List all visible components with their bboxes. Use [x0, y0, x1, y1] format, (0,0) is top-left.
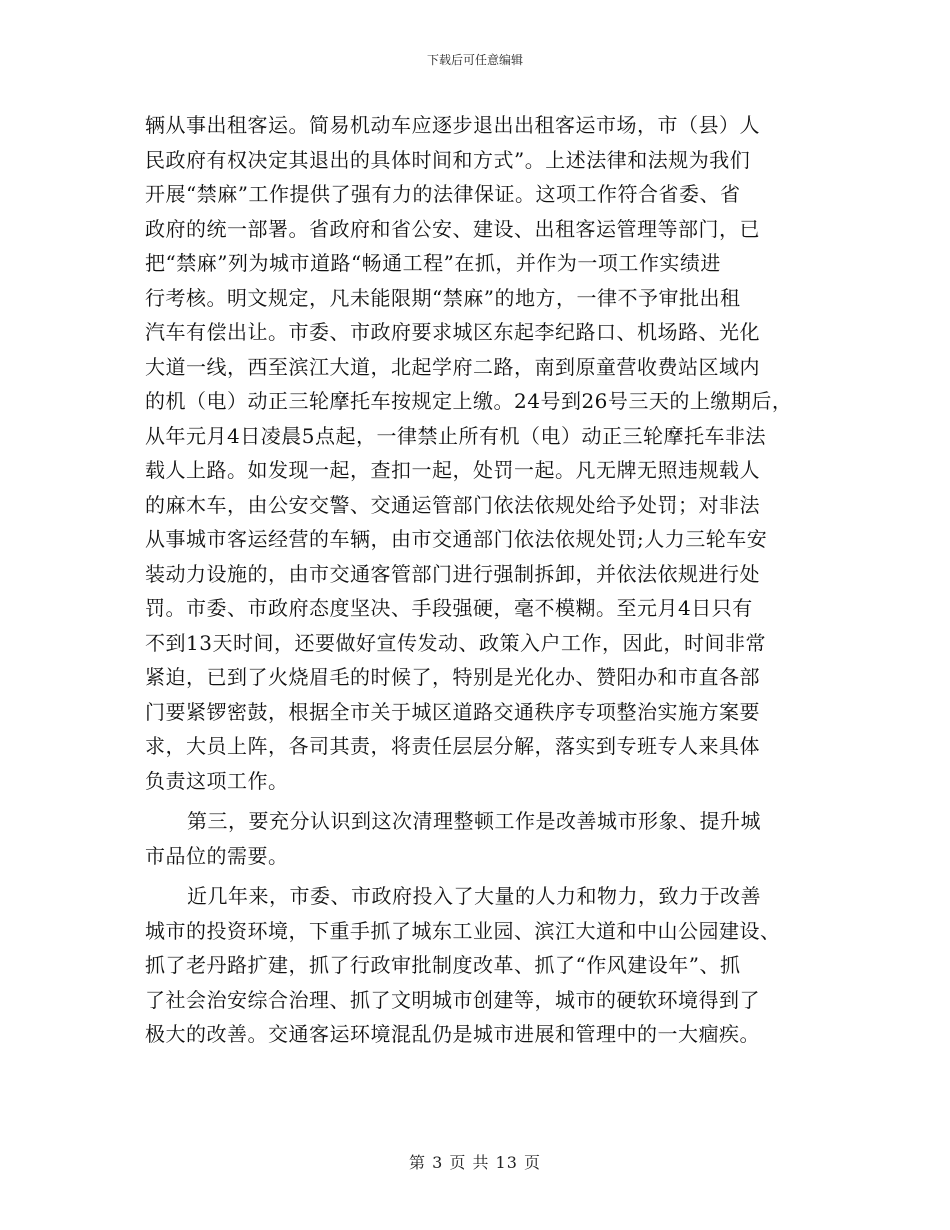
text-line: 装动力设施的，由市交通客管部门进行强制拆卸，并依法依规进行处 [145, 561, 760, 586]
text-line: 罚。市委、市政府态度坚决、手段强硬，毫不模糊。至元月4日只有 [145, 596, 753, 620]
text-line: 极大的改善。交通客运环境混乱仍是城市进展和管理中的一大痼疾。 [145, 1022, 760, 1046]
text-line: 开展“禁麻”工作提供了强有力的法律保证。这项工作符合省委、省 [145, 182, 741, 206]
text-line: 近几年来，市委、市政府投入了大量的人力和物力，致力于改善 [187, 884, 761, 908]
section-heading-line: 第三，要充分认识到这次清理整顿工作是改善城市形象、提升城 [187, 809, 761, 833]
text-line: 把“禁麻”列为城市道路“畅通工程”在抓，并作为一项工作实绩进 [145, 251, 721, 275]
page-header: 下载后可任意编辑 [426, 53, 523, 67]
text-line: 的机（电）动正三轮摩托车按规定上缴。24号到26号三天的上缴期后， [145, 389, 793, 413]
document-body [145, 108, 825, 1052]
text-line: 紧迫，已到了火烧眉毛的时候了，特别是光化办、赞阳办和市直各部 [145, 665, 760, 689]
text-line: 从年元月4日凌晨5点起，一律禁止所有机（电）动正三轮摩托车非法 [145, 423, 766, 448]
text-line: 不到13天时间，还要做好宣传发动、政策入户工作，因此，时间非常 [145, 630, 766, 655]
page-number: 第 3 页 共 13 页 [409, 1153, 541, 1172]
text-line: 辆从事出租客运。简易机动车应逐步退出出租客运市场，市（县）人 [145, 113, 760, 137]
text-line: 的麻木车，由公安交警、交通运管部门依法依规处给予处罚；对非法 [145, 492, 760, 517]
text-line: 汽车有偿出让。市委、市政府要求城区东起李纪路口、机场路、光化 [145, 320, 760, 344]
text-line: 政府的统一部署。省政府和省公安、建设、出租客运管理等部门，已 [145, 216, 760, 241]
text-line: 大道一线，西至滨江大道，北起学府二路，南到原童营收费站区域内 [145, 354, 760, 379]
text-line: 行考核。明文规定，凡未能限期“禁麻”的地方，一律不予审批出租 [145, 285, 741, 310]
text-line: 门要紧锣密鼓，根据全市关于城区道路交通秩序专项整治实施方案要 [145, 699, 760, 724]
text-line: 从事城市客运经营的车辆，由市交通部门依法依规处罚;人力三轮车安 [145, 527, 768, 551]
text-line: 载人上路。如发现一起，查扣一起，处罚一起。凡无牌无照违规载人 [145, 458, 760, 482]
text-line: 了社会治安综合治理、抓了文明城市创建等，城市的硬软环境得到了 [145, 987, 760, 1012]
text-line: 城市的投资环境，下重手抓了城东工业园、滨江大道和中山公园建设、 [145, 918, 781, 943]
text-line: 负责这项工作。 [145, 768, 289, 793]
text-line: 抓了老丹路扩建，抓了行政审批制度改革、抓了“作风建设年”、抓 [145, 953, 741, 977]
text-line: 求，大员上阵，各司其责，将责任层层分解，落实到专班专人来具体 [145, 734, 760, 758]
text-line: 民政府有权决定其退出的具体时间和方式”。上述法律和法规为我们 [145, 147, 751, 172]
section-heading-line: 市品位的需要。 [145, 843, 289, 868]
